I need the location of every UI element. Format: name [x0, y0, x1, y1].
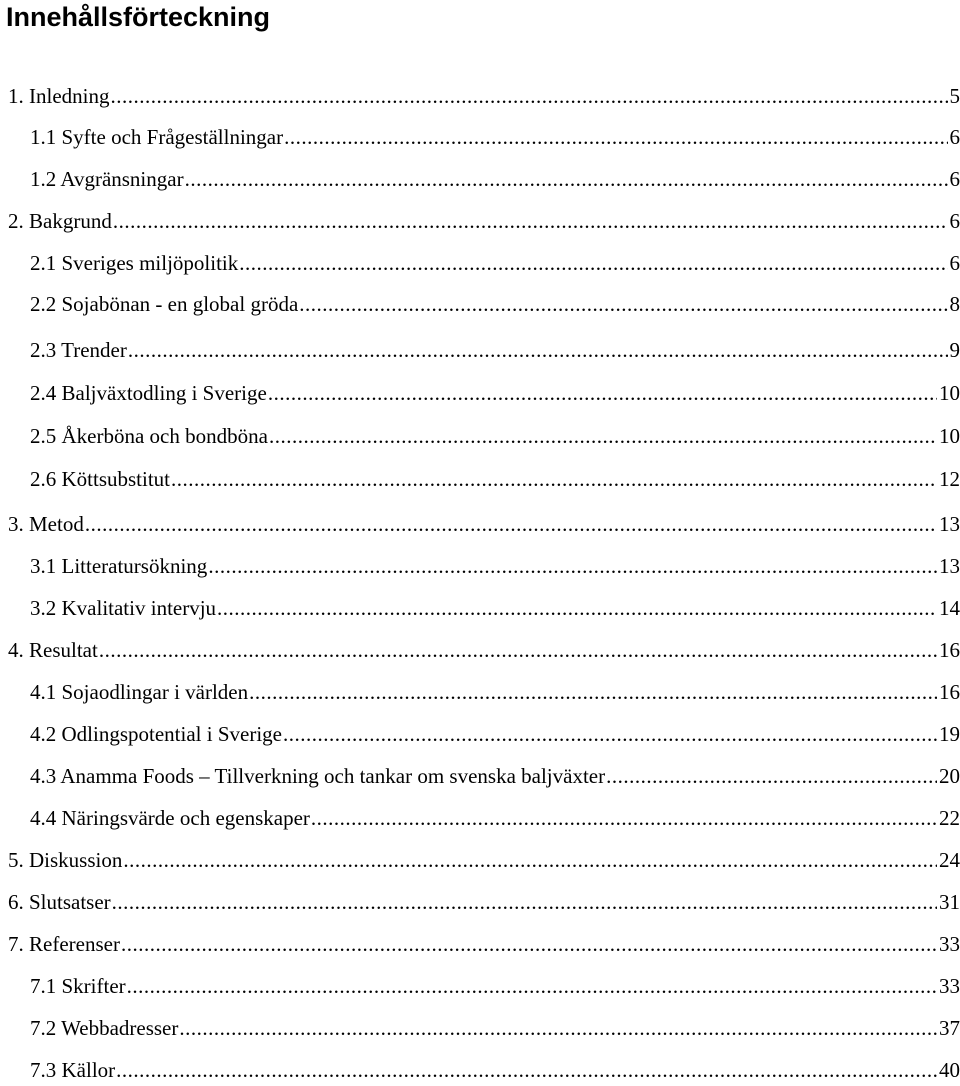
- toc-entry-page: 16: [939, 638, 960, 662]
- toc-entry[interactable]: [30, 678, 960, 706]
- toc-entry-page: 6: [949, 167, 960, 191]
- toc-entry-page: 6: [949, 209, 960, 233]
- dot-leader: [121, 930, 937, 958]
- toc-entry[interactable]: [30, 1014, 960, 1042]
- dot-leader: [239, 249, 947, 277]
- toc-entry-page: 6: [949, 125, 960, 149]
- toc-entry-label: 2.6 Köttsubstitut: [30, 467, 171, 491]
- dot-leader: [208, 552, 937, 580]
- toc-entry[interactable]: [30, 123, 960, 151]
- toc-entry-label: 1.1 Syfte och Frågeställningar: [30, 125, 284, 149]
- toc-entry-page: 20: [939, 764, 960, 788]
- dot-leader: [284, 123, 947, 151]
- dot-leader: [116, 1056, 937, 1084]
- toc-entry-label: 2.1 Sveriges miljöpolitik: [30, 251, 239, 275]
- toc-entry-label: 4.1 Sojaodlingar i världen: [30, 680, 249, 704]
- toc-entry-label: 7.1 Skrifter: [30, 974, 126, 998]
- dot-leader: [299, 290, 947, 318]
- toc-entry[interactable]: [8, 846, 960, 874]
- toc-entry-page: 31: [939, 890, 960, 914]
- toc-entry-page: 13: [939, 512, 960, 536]
- toc-entry-label: 3. Metod: [8, 512, 84, 536]
- toc-entry[interactable]: [30, 552, 960, 580]
- toc-entry-page: 6: [949, 251, 960, 275]
- toc-entry-label: 7. Referenser: [8, 932, 120, 956]
- toc-entry[interactable]: [30, 720, 960, 748]
- toc-entry[interactable]: [8, 636, 960, 664]
- toc-entry-label: 3.1 Litteratursökning: [30, 554, 208, 578]
- toc-entry-label: 3.2 Kvalitativ intervju: [30, 596, 217, 620]
- toc-entry[interactable]: [30, 594, 960, 622]
- dot-leader: [268, 379, 937, 407]
- dot-leader: [99, 636, 937, 664]
- dot-leader: [128, 336, 948, 364]
- dot-leader: [179, 1014, 937, 1042]
- toc-entry-page: 10: [939, 424, 960, 448]
- dot-leader: [217, 594, 937, 622]
- toc-entry[interactable]: [8, 510, 960, 538]
- dot-leader: [606, 762, 937, 790]
- dot-leader: [85, 510, 937, 538]
- dot-leader: [127, 972, 937, 1000]
- dot-leader: [185, 165, 948, 193]
- toc-entry-label: 2.4 Baljväxtodling i Sverige: [30, 381, 267, 405]
- toc-entry-label: 4. Resultat: [8, 638, 98, 662]
- toc-entry-label: 7.2 Webbadresser: [30, 1016, 179, 1040]
- toc-entry-label: 2.5 Åkerböna och bondböna: [30, 424, 268, 448]
- toc-entry-label: 6. Slutsatser: [8, 890, 111, 914]
- toc-entry-page: 12: [939, 467, 960, 491]
- page-title: Innehållsförteckning: [6, 2, 271, 32]
- toc-entry-label: 4.3 Anamma Foods – Tillverkning och tankar om svenska baljväxter: [30, 764, 606, 788]
- toc-entry-page: 10: [939, 381, 960, 405]
- toc-entry-page: 5: [949, 84, 960, 108]
- toc-entry-page: 19: [939, 722, 960, 746]
- toc-entry[interactable]: [30, 249, 960, 277]
- dot-leader: [123, 846, 937, 874]
- toc-entry-page: 24: [939, 848, 960, 872]
- toc-entry-page: 13: [939, 554, 960, 578]
- toc-entry[interactable]: [30, 290, 960, 318]
- dot-leader: [110, 82, 947, 110]
- toc-entry[interactable]: [30, 1056, 960, 1084]
- toc-entry-label: 4.4 Näringsvärde och egenskaper: [30, 806, 310, 830]
- toc-entry[interactable]: [30, 336, 960, 364]
- toc-entry-label: 2.3 Trender: [30, 338, 127, 362]
- dot-leader: [112, 888, 937, 916]
- toc-entry-page: 8: [949, 292, 960, 316]
- toc-entry[interactable]: [8, 930, 960, 958]
- toc-entry-label: 2. Bakgrund: [8, 209, 112, 233]
- toc-entry-page: 37: [939, 1016, 960, 1040]
- dot-leader: [249, 678, 937, 706]
- dot-leader: [269, 422, 937, 450]
- toc-entry-page: 14: [939, 596, 960, 620]
- toc-entry-page: 16: [939, 680, 960, 704]
- toc-entry[interactable]: [30, 165, 960, 193]
- toc-entry[interactable]: [30, 379, 960, 407]
- toc-entry-label: 1. Inledning: [8, 84, 110, 108]
- toc-entry-label: 5. Diskussion: [8, 848, 123, 872]
- toc-entry-page: 33: [939, 974, 960, 998]
- dot-leader: [171, 465, 937, 493]
- dot-leader: [311, 804, 937, 832]
- toc-entry[interactable]: [8, 207, 960, 235]
- dot-leader: [113, 207, 948, 235]
- toc-entry-label: 2.2 Sojabönan - en global gröda: [30, 292, 299, 316]
- toc-entry-page: 33: [939, 932, 960, 956]
- toc-entry[interactable]: [8, 888, 960, 916]
- toc-entry[interactable]: [30, 972, 960, 1000]
- toc-entry[interactable]: [8, 82, 960, 110]
- dot-leader: [283, 720, 937, 748]
- toc-entry[interactable]: [30, 465, 960, 493]
- toc-entry-page: 40: [939, 1058, 960, 1082]
- toc-entry-label: 4.2 Odlingspotential i Sverige: [30, 722, 282, 746]
- toc-entry-page: 9: [949, 338, 960, 362]
- toc-entry-page: 22: [939, 806, 960, 830]
- toc-entry[interactable]: [30, 762, 960, 790]
- toc-entry-label: 7.3 Källor: [30, 1058, 116, 1082]
- toc-entry-label: 1.2 Avgränsningar: [30, 167, 184, 191]
- toc-entry[interactable]: [30, 422, 960, 450]
- toc-entry[interactable]: [30, 804, 960, 832]
